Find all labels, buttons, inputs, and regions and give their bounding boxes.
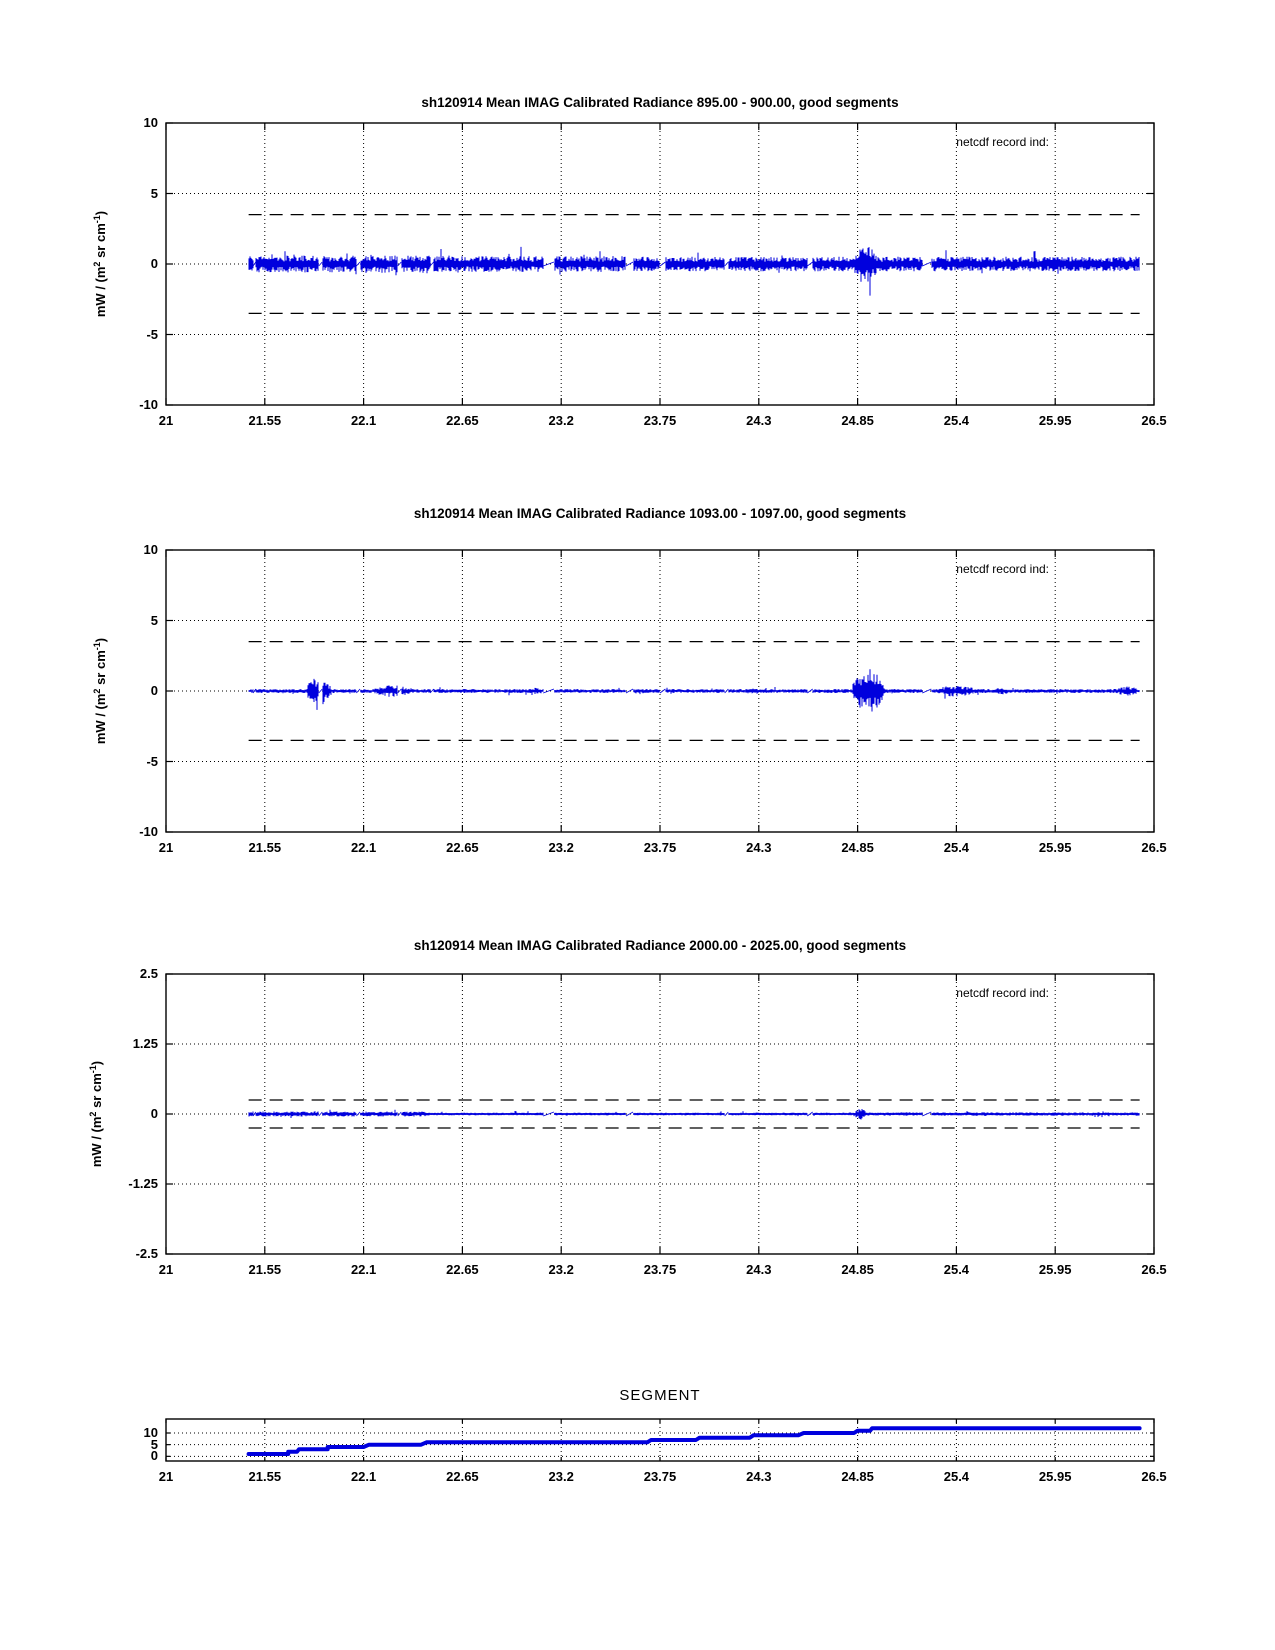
ylabel-part: mW / (m bbox=[89, 1116, 105, 1168]
x-tick-label: 23.75 bbox=[643, 840, 677, 855]
x-tick-label: 25.95 bbox=[1038, 1262, 1072, 1277]
y-tick-label: 5 bbox=[150, 612, 158, 628]
x-tick-label: 24.3 bbox=[746, 1469, 772, 1484]
segment-plot-title: SEGMENT bbox=[619, 1387, 701, 1404]
netcdf-record-annotation: netcdf record ind: bbox=[956, 562, 1049, 576]
netcdf-record-annotation: netcdf record ind: bbox=[956, 135, 1049, 149]
ylabel-part: sr cm bbox=[89, 1073, 105, 1112]
x-tick-label: 21.55 bbox=[248, 1469, 282, 1484]
x-tick-label: 21.55 bbox=[248, 413, 282, 428]
ylabel-part: -1 bbox=[91, 215, 102, 224]
x-tick-label: 24.3 bbox=[746, 840, 772, 855]
x-tick-label: 26.5 bbox=[1141, 840, 1167, 855]
ylabel-part: sr cm bbox=[93, 223, 109, 262]
ylabel-part: ) bbox=[93, 210, 109, 216]
x-tick-label: 24.85 bbox=[841, 1469, 874, 1484]
x-tick-label: 24.85 bbox=[841, 1262, 874, 1277]
y-tick-label: -1.25 bbox=[128, 1176, 158, 1191]
x-tick-label: 23.2 bbox=[548, 413, 574, 428]
plot2-title: sh120914 Mean IMAG Calibrated Radiance 1093.00 - 1097.00, good segments bbox=[413, 506, 907, 521]
x-tick-label: 21.55 bbox=[248, 1262, 282, 1277]
plot3-ylabel bbox=[88, 1061, 104, 1167]
x-tick-label: 22.1 bbox=[350, 1262, 377, 1277]
x-tick-label: 25.4 bbox=[943, 1262, 970, 1277]
y-tick-label: 0 bbox=[150, 1448, 158, 1464]
x-tick-label: 23.75 bbox=[643, 413, 677, 428]
x-tick-label: 21 bbox=[158, 840, 174, 855]
x-tick-label: 25.4 bbox=[943, 413, 970, 428]
x-tick-label: 24.3 bbox=[746, 413, 772, 428]
y-tick-label: -5 bbox=[146, 326, 158, 342]
x-tick-label: 25.4 bbox=[943, 1469, 970, 1484]
netcdf-record-annotation: netcdf record ind: bbox=[956, 986, 1049, 1000]
x-tick-label: 23.75 bbox=[643, 1469, 677, 1484]
ylabel-part: mW / (m bbox=[93, 266, 109, 318]
ylabel-part: ) bbox=[89, 1060, 105, 1066]
y-tick-label: -10 bbox=[139, 824, 158, 839]
x-tick-label: 24.85 bbox=[841, 840, 874, 855]
x-tick-label: 25.95 bbox=[1038, 840, 1072, 855]
x-tick-label: 22.65 bbox=[446, 1262, 479, 1277]
x-tick-label: 22.65 bbox=[446, 413, 479, 428]
x-tick-label: 26.5 bbox=[1141, 1262, 1167, 1277]
x-tick-label: 21 bbox=[158, 413, 174, 428]
x-tick-label: 22.1 bbox=[350, 413, 377, 428]
x-tick-label: 25.4 bbox=[943, 840, 970, 855]
x-tick-label: 22.1 bbox=[350, 840, 377, 855]
y-tick-label: 0 bbox=[150, 683, 158, 698]
x-tick-label: 23.2 bbox=[548, 1469, 574, 1484]
plot-2-axes bbox=[166, 550, 1154, 832]
x-tick-label: 21.55 bbox=[248, 840, 282, 855]
ylabel-part: 2 bbox=[87, 1111, 98, 1117]
y-tick-label: 0 bbox=[150, 1106, 158, 1121]
x-tick-label: 23.2 bbox=[548, 840, 574, 855]
y-tick-label: 10 bbox=[143, 542, 158, 557]
ylabel-part: mW / (m bbox=[93, 693, 109, 745]
y-tick-label: -10 bbox=[139, 397, 158, 412]
x-tick-label: 25.95 bbox=[1038, 1469, 1072, 1484]
x-tick-label: 26.5 bbox=[1141, 413, 1167, 428]
x-tick-label: 24.3 bbox=[746, 1262, 772, 1277]
ylabel-part: ) bbox=[93, 637, 109, 643]
plot-3-axes bbox=[166, 974, 1154, 1254]
y-tick-label: 5 bbox=[150, 1436, 158, 1452]
x-tick-label: 22.1 bbox=[350, 1469, 377, 1484]
y-tick-label: 10 bbox=[143, 115, 158, 130]
x-tick-label: 22.65 bbox=[446, 1469, 479, 1484]
ylabel-part: 2 bbox=[91, 688, 102, 694]
y-tick-label: 2.5 bbox=[139, 966, 158, 981]
ylabel-part: sr cm bbox=[93, 650, 109, 689]
x-tick-label: 22.65 bbox=[446, 840, 479, 855]
x-tick-label: 21 bbox=[158, 1262, 174, 1277]
x-tick-label: 25.95 bbox=[1038, 413, 1072, 428]
x-tick-label: 23.75 bbox=[643, 1262, 677, 1277]
y-tick-label: 5 bbox=[150, 185, 158, 201]
y-tick-label: -5 bbox=[146, 753, 158, 769]
plot3-title: sh120914 Mean IMAG Calibrated Radiance 2000.00 - 2025.00, good segments bbox=[413, 938, 907, 953]
x-tick-label: 21 bbox=[158, 1469, 174, 1484]
radiance-noise-trace bbox=[249, 669, 1139, 711]
y-tick-label: 0 bbox=[150, 256, 158, 271]
x-tick-label: 26.5 bbox=[1141, 1469, 1167, 1484]
plot2-ylabel bbox=[92, 638, 108, 744]
y-tick-label: -2.5 bbox=[135, 1246, 158, 1261]
ylabel-part: -1 bbox=[87, 1065, 98, 1074]
y-tick-label: 1.25 bbox=[132, 1036, 158, 1051]
y-tick-label: 10 bbox=[143, 1425, 158, 1440]
x-tick-label: 24.85 bbox=[841, 413, 874, 428]
plot1-ylabel bbox=[92, 211, 108, 317]
radiance-noise-trace bbox=[249, 247, 1139, 296]
radiance-noise-trace bbox=[249, 1109, 1139, 1120]
x-tick-label: 23.2 bbox=[548, 1262, 574, 1277]
segment-step-trace bbox=[249, 1428, 1140, 1454]
ylabel-part: -1 bbox=[91, 642, 102, 651]
plot-1-axes bbox=[166, 123, 1154, 405]
ylabel-part: 2 bbox=[91, 261, 102, 267]
plot-4-axes bbox=[166, 1419, 1154, 1461]
plot1-title: sh120914 Mean IMAG Calibrated Radiance 895.00 - 900.00, good segments bbox=[421, 95, 899, 110]
